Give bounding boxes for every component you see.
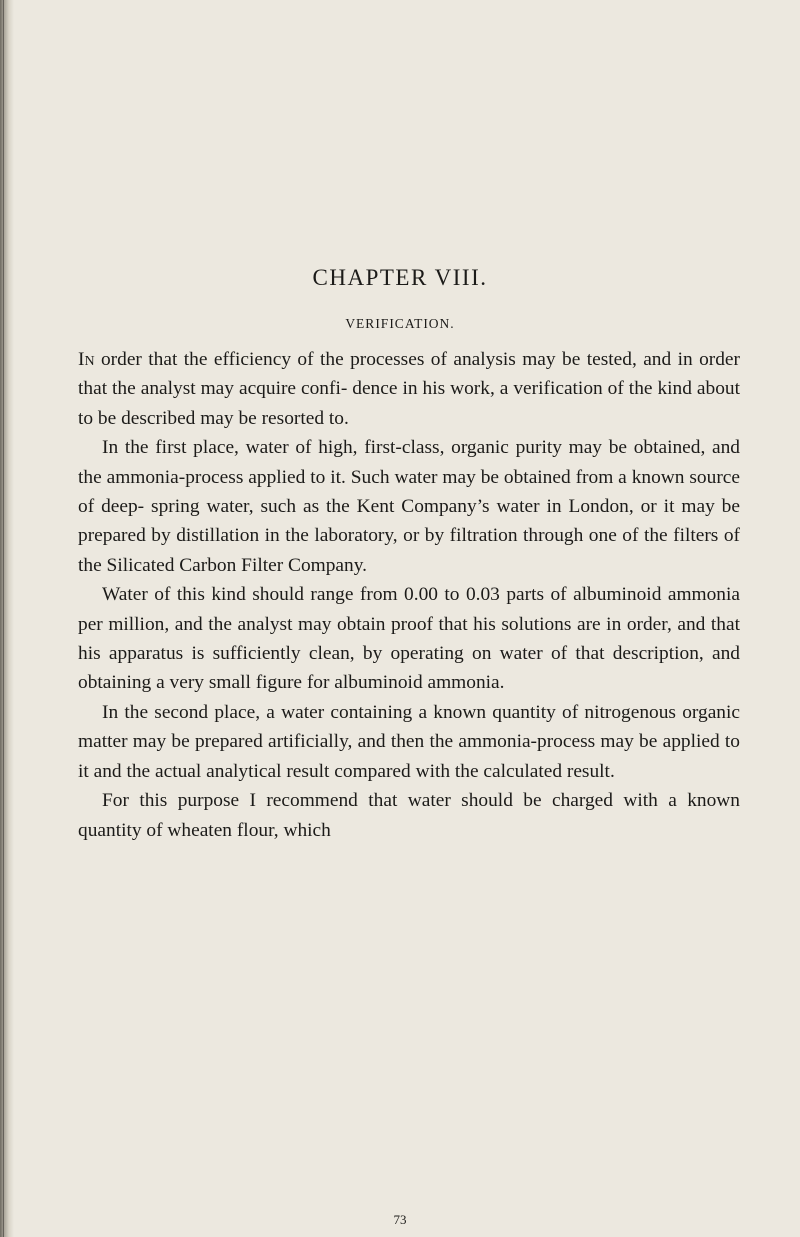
paragraph-3-text: Water of this kind should range from 0.00 to 0.03 parts of albuminoid ammonia per million, and the analyst may obtain proof that his solutions are in order, and that his apparatus is sufficiently clean, by operating on water of that description, and obtaining a very small figure for albuminoid ammonia. [78, 584, 740, 694]
paragraph-1-text: order that the efficiency of the processes of analysis may be tested, and in order that the analyst may acquire confi- dence in his work, a verification of the kind about to be described may be resorted to. [78, 349, 740, 429]
paragraph-4 [78, 698, 740, 786]
binding-edge-line [3, 0, 4, 1237]
paragraph-4-text: In the second place, a water containing a known quantity of nitrogenous organic matter may be prepared artificially, and then the ammonia-process may be applied to it and the actual analytical result compared with the calculated result. [78, 701, 740, 782]
paragraph-2 [78, 433, 740, 580]
paragraph-3 [78, 580, 740, 698]
paragraph-5-text: For this purpose I recommend that water should be charged with a known quantity of wheaten flour, which [78, 790, 740, 841]
chapter-title: CHAPTER VIII. [312, 265, 488, 290]
section-title: VERIFICATION. [345, 316, 455, 331]
body-text [78, 345, 740, 845]
paragraph-1 [78, 345, 740, 433]
page-binding-shadow [0, 0, 14, 1237]
page-number: 73 [393, 1212, 407, 1227]
paragraph-2-text: In the first place, water of high, first-class, organic purity may be obtained, and the ammonia-process applied to it. Such water may be obtained from a known source of deep- spring water, such as the Kent Company’s water in London, or it may be prepared by distillation in the laboratory, or by filtration through one of the filters of the Silicated Carbon Filter Company. [78, 437, 740, 576]
paragraph-1-lead: In [78, 349, 95, 370]
paragraph-5 [78, 786, 740, 845]
